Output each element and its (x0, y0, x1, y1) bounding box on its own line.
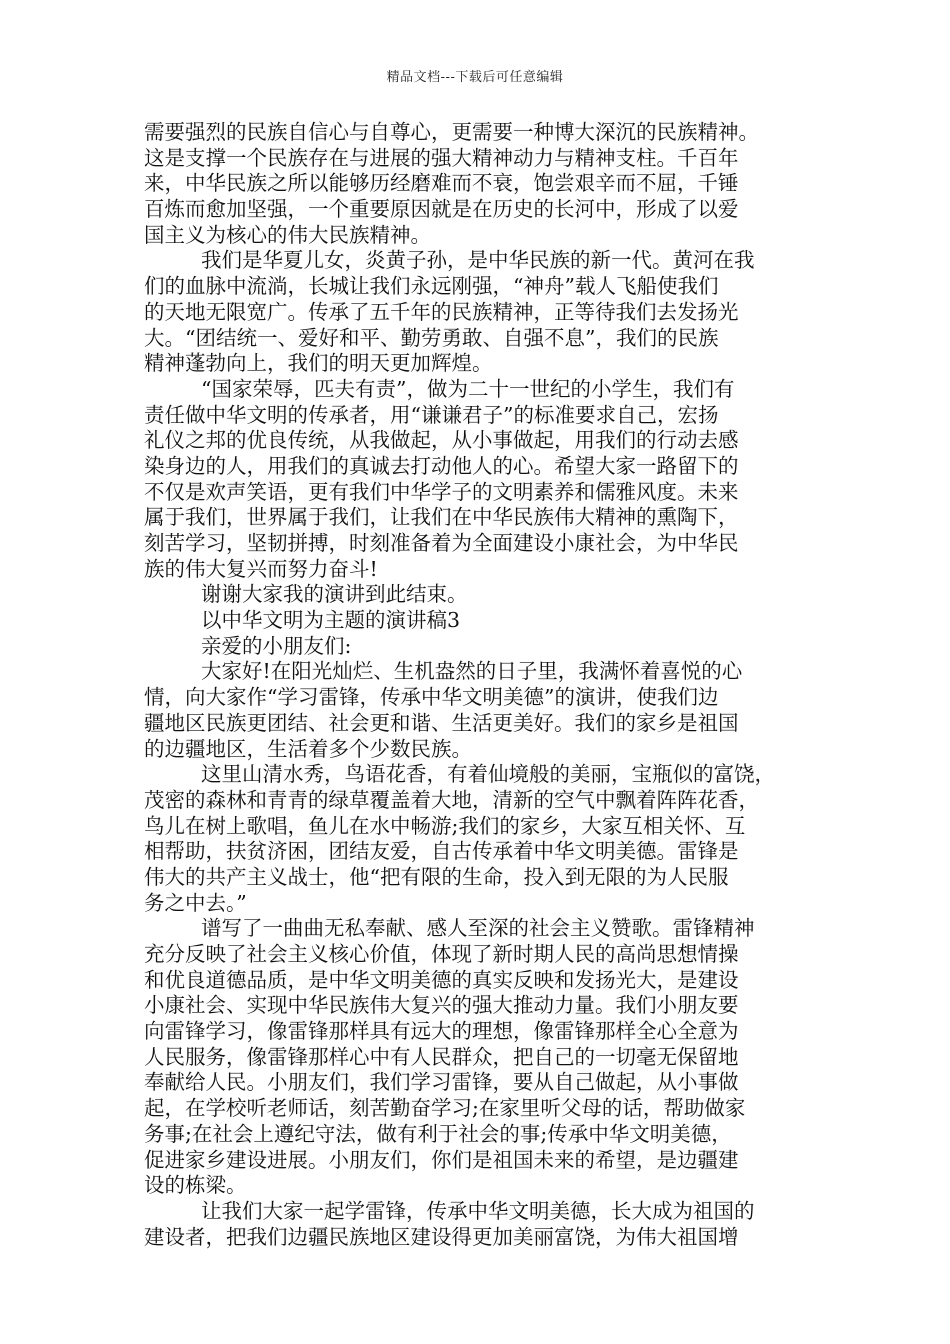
text-line: 起，在学校听老师话，刻苦勤奋学习;在家里听父母的话，帮助做家 (144, 1096, 746, 1121)
text-line: 亲爱的小朋友们: (201, 633, 352, 658)
text-line: 刻苦学习，坚韧拼搏，时刻准备着为全面建设小康社会，为中华民 (144, 531, 739, 555)
text-line: 染身边的人，用我们的真诚去打动他人的心。希望大家一路留下的 (144, 453, 739, 478)
text-line: 设的栋梁。 (144, 1173, 247, 1198)
text-line: 充分反映了社会主义核心价值，体现了新时期人民的高尚思想情操 (144, 942, 739, 966)
text-line: 族的伟大复兴而努力奋斗! (144, 556, 378, 581)
text-line: 需要强烈的民族自信心与自尊心，更需要一种博大深沉的民族精神。 (144, 120, 759, 144)
text-line: 们的血脉中流淌，长城让我们永远刚强，“神舟”载人飞船使我们 (144, 274, 719, 299)
text-line: 小康社会、实现中华民族伟大复兴的强大推动力量。我们小朋友要 (144, 993, 739, 1018)
text-line: 务之中去。” (144, 890, 247, 915)
text-line: 以中华文明为主题的演讲稿3 (201, 608, 461, 633)
text-line: 向雷锋学习，像雷锋那样具有远大的理想，像雷锋那样全心全意为 (144, 1019, 739, 1044)
text-line: 建设者，把我们边疆民族地区建设得更加美丽富饶，为伟大祖国增 (144, 1224, 739, 1249)
text-line: 精神蓬勃向上，我们的明天更加辉煌。 (144, 351, 493, 376)
text-line: 伟大的共产主义战士，他“把有限的生命，投入到无限的为人民服 (144, 864, 729, 889)
text-line: 和优良道德品质，是中华文明美德的真实反映和发扬光大，是建设 (144, 967, 739, 992)
text-line: 促进家乡建设进展。小朋友们，你们是祖国未来的希望，是边疆建 (144, 1147, 739, 1172)
document-body (144, 120, 814, 1250)
text-line: 情，向大家作“学习雷锋，传承中华文明美德”的演讲，使我们边 (144, 685, 719, 710)
text-line: 这是支撑一个民族存在与进展的强大精神动力与精神支柱。千百年 (144, 145, 739, 170)
text-line: 谱写了一曲曲无私奉献、感人至深的社会主义赞歌。雷锋精神 (201, 916, 755, 941)
text-line: 奉献给人民。小朋友们，我们学习雷锋，要从自己做起，从小事做 (144, 1070, 739, 1095)
text-line: 我们是华夏儿女，炎黄子孙，是中华民族的新一代。黄河在我 (201, 248, 755, 273)
text-line: 让我们大家一起学雷锋，传承中华文明美德，长大成为祖国的 (201, 1198, 755, 1223)
text-line: 相帮助，扶贫济困，团结友爱，自古传承着中华文明美德。雷锋是 (144, 839, 739, 864)
text-line: 的边疆地区，生活着多个少数民族。 (144, 736, 472, 761)
text-line: 责任做中华文明的传承者，用“谦谦君子”的标准要求自己，宏扬 (144, 402, 719, 427)
text-line: 疆地区民族更团结、社会更和谐、生活更美好。我们的家乡是祖国 (144, 710, 739, 735)
text-line: 谢谢大家我的演讲到此结束。 (201, 582, 468, 607)
text-line: 大。“团结统一、爱好和平、勤劳勇敢、自强不息”，我们的民族 (144, 325, 719, 350)
text-line: 的天地无限宽广。传承了五千年的民族精神，正等待我们去发扬光 (144, 299, 739, 324)
text-line: 不仅是欢声笑语，更有我们中华学子的文明素养和儒雅风度。未来 (144, 479, 739, 504)
text-line: 务事;在社会上遵纪守法，做有利于社会的事;传承中华文明美德， (144, 1121, 732, 1146)
text-line: 属于我们，世界属于我们，让我们在中华民族伟大精神的熏陶下， (144, 505, 739, 530)
text-line: 大家好!在阳光灿烂、生机盎然的日子里，我满怀着喜悦的心 (201, 659, 743, 684)
page-header: 精品文档---下载后可任意编辑 (386, 70, 564, 85)
text-line: “国家荣辱，匹夫有责”，做为二十一世纪的小学生，我们有 (201, 376, 735, 401)
text-line: 百炼而愈加坚强，一个重要原因就是在历史的长河中，形成了以爱 (144, 197, 739, 222)
text-line: 人民服务，像雷锋那样心中有人民群众，把自己的一切毫无保留地 (144, 1044, 739, 1069)
text-line: 礼仪之邦的优良传统，从我做起，从小事做起，用我们的行动去感 (144, 428, 739, 453)
text-line: 鸟儿在树上歌唱，鱼儿在水中畅游;我们的家乡，大家互相关怀、互 (144, 813, 746, 838)
text-line: 国主义为核心的伟大民族精神。 (144, 222, 431, 247)
text-line: 这里山清水秀，鸟语花香，有着仙境般的美丽，宝瓶似的富饶， (201, 762, 775, 787)
text-line: 茂密的森林和青青的绿草覆盖着大地，清新的空气中飘着阵阵花香， (144, 787, 759, 812)
text-line: 来，中华民族之所以能够历经磨难而不衰，饱尝艰辛而不屈，千锤 (144, 171, 739, 196)
